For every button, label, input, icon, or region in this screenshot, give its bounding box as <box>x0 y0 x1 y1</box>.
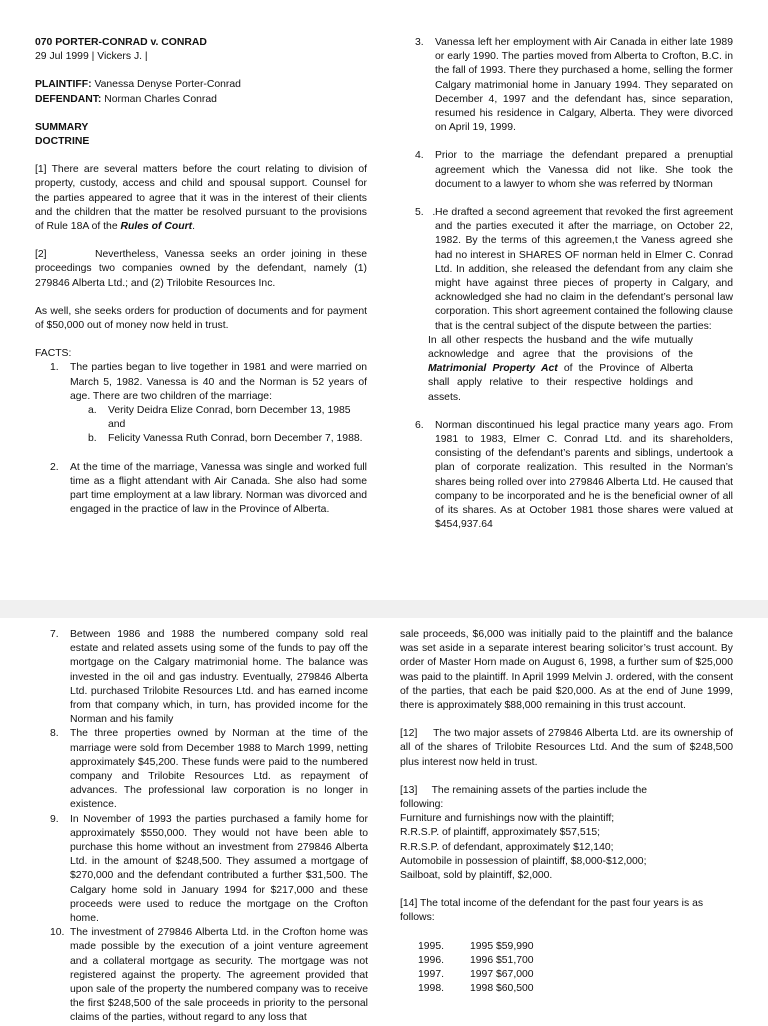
asset-item: R.R.S.P. of plaintiff, approximately $57,515; <box>400 827 601 839</box>
quoted-clause <box>415 334 733 405</box>
clause-text-end: of the Province of Alberta shall apply relative to their respective holdings and assets. <box>428 363 693 403</box>
income-row <box>400 940 733 954</box>
case-title: 070 PORTER-CONRAD v. CONRAD <box>35 37 207 48</box>
plaintiff-label: PLAINTIFF: <box>35 79 92 91</box>
fact-6 <box>415 419 733 533</box>
defendant-label: DEFENDANT: <box>35 93 102 105</box>
fact-7 <box>50 628 368 727</box>
income-year: 1996. <box>418 954 445 966</box>
fact-number: 9. <box>50 813 59 825</box>
fact-text: The parties began to live together in 1981 and were married on March 5, 1982. Vanessa is 40 and the Norman is 52 years of age. There are two children of the marriage: <box>70 362 367 402</box>
fact-number: 3. <box>415 37 424 48</box>
child-text: Felicity Vanessa Ruth Conrad, born December 7, 1988. <box>108 433 363 445</box>
fact-number: 1. <box>50 362 59 374</box>
facts-heading: FACTS: <box>35 348 72 360</box>
clause-text: In all other respects the husband and the wife mutually acknowledge and agree that the provisions of the <box>428 334 693 361</box>
para1-italic: Rules of Court <box>120 221 193 233</box>
fact-3 <box>415 36 733 135</box>
asset-item: Sailboat, sold by plaintiff, $2,000. <box>400 870 553 882</box>
doctrine-heading: DOCTRINE <box>35 136 90 148</box>
fact-5 <box>415 206 733 334</box>
fact-text: The investment of 279846 Alberta Ltd. in the Crofton home was made possible by the execution of a joint venture agreement and a collateral mortgage as security. The mortgage was not registered against the property. The agreement provided that upon sale of the property the numbered company was to receive the first $248,500 of the sale proceeds in priority to the personal claims of the parties, without regard to any loss that <box>70 927 368 1024</box>
fact-text: Prior to the marriage the defendant prepared a prenuptial agreement which the Vanessa did not like. She took the document to a lawyer to whom she was referred by tNorman <box>435 150 733 190</box>
fact-number: 2. <box>50 461 59 473</box>
income-row <box>400 982 733 996</box>
fact-text: He drafted a second agreement that revoked the first agreement and the parties executed it after the marriage, on October 22, 1982. By the terms of this agreemen,t the Vaness agreed she had no interest in SHARES OF norman held in Elmer C. Conrad Ltd. In addition, she released the defendant from any claim she might have against three pieces of property in Calgary, and acknowledged she had no claim in the defendant’s personal law corporation. This short agreement contained the following clause that is the central subject of the dispute between the parties: <box>435 207 733 332</box>
right-column-1 <box>415 36 733 533</box>
paragraph-12: [12] The two major assets of 279846 Alberta Ltd. are its ownership of all of the shares of Trilobite Resources Ltd. And the sum of $248,500 plus interest now held in trust. <box>400 728 736 768</box>
asset-item: Automobile in possession of plaintiff, $8,000-$12,000; <box>400 855 647 867</box>
defendant-line <box>35 93 367 107</box>
child-letter: b. <box>88 433 97 445</box>
paragraph-3: As well, she seeks orders for production of documents and for payment of $50,000 out of money now held in trust. <box>35 305 367 332</box>
fact-1 <box>35 361 367 404</box>
page-divider <box>0 600 768 618</box>
continued-paragraph: sale proceeds, $6,000 was initially paid to the plaintiff and the balance was set aside in a separate interest bearing solicitor’s trust account. By order of Master Horn made on August 6, 1998, a further sum of $25,000 was paid to the plaintiff. In April 1999 Melvin J. ordered, with the consent of the parties, that each be paid $20,000. As at the end of June 1999, there is approximately $88,000 remaining in this trust account. <box>400 629 733 712</box>
left-column-2 <box>50 628 368 1026</box>
paragraph-14: [14] The total income of the defendant for the past four years is as follows: <box>400 898 704 924</box>
income-row <box>400 954 733 968</box>
summary-heading: SUMMARY <box>35 121 89 133</box>
income-amount: 1996 $51,700 <box>470 954 534 966</box>
income-year: 1995. <box>418 940 445 952</box>
fact-text: In November of 1993 the parties purchased a family home for approximately $550,000. They would not have been able to purchase this home without an investment from 279846 Alberta Ltd. in the amount of $248,500. They assumed a mortgage of $270,000 and the defendant contributed a further $31,500. The Calgary home sold in January 1994 for $217,000 and these proceeds were used to reduce the mortgage on the Crofton home. <box>70 813 368 925</box>
defendant-name: Norman Charles Conrad <box>101 93 217 105</box>
right-column-2 <box>400 628 736 996</box>
income-amount: 1997 $67,000 <box>470 969 534 981</box>
child-text: Verity Deidra Elize Conrad, born December 13, 1985 and <box>108 405 351 431</box>
fact-text: Vanessa left her employment with Air Canada in either late 1989 or early 1990. The parties moved from Alberta to Crofton, B.C. in the fall of 1993. There they purchased a home, selling the former Calgary matrimonial home in January 1994. They separated on December 4, 1997 and the defendant has, since separation, resumed his residence in Calgary, Alberta. They were divorced on April 19, 1999. <box>435 37 733 134</box>
fact-number: 10. <box>50 927 65 939</box>
fact-text: At the time of the marriage, Vanessa was single and worked full time as a flight attendant with Air Canada. She also had some part time employment at a law library. Norman was divorced and engaged in the practice of law in the Province of Alberta. <box>70 461 367 516</box>
clause-act-name: Matrimonial Property Act <box>428 363 558 375</box>
fact-10 <box>50 926 368 1025</box>
fact-9 <box>50 813 368 927</box>
income-year: 1997. <box>418 969 445 981</box>
plaintiff-line <box>35 78 367 92</box>
fact-number: 4. <box>415 150 424 162</box>
paragraph-13: [13] The remaining assets of the parties include the following: <box>400 784 650 811</box>
child-a <box>35 404 367 432</box>
para1-end: . <box>192 221 195 233</box>
paragraph-2: [2] Nevertheless, Vanessa seeks an order joining in these proceedings two companies owned by the defendant, namely (1) 279846 Alberta Ltd.; and (2) Trilobite Resources Inc. <box>35 249 370 289</box>
fact-number: 5. . <box>415 207 436 219</box>
fact-text: The three properties owned by Norman at the time of the marriage were sold from December 1988 to March 1999, netting approximately $45,200. These funds were paid to the numbered company and Trilobite Resources Ltd. as repayment of advances. The professional law corporation is no longer in existence. <box>70 728 368 811</box>
income-amount: 1998 $60,500 <box>470 983 534 995</box>
fact-8 <box>50 727 368 812</box>
document-page-2 <box>0 618 768 1024</box>
income-amount: 1995 $59,990 <box>470 940 534 952</box>
asset-item: R.R.S.P. of defendant, approximately $12,140; <box>400 841 614 853</box>
fact-2 <box>35 461 367 518</box>
income-row <box>400 968 733 982</box>
fact-number: 7. <box>50 629 59 640</box>
fact-number: 6. <box>415 419 424 431</box>
child-letter: a. <box>88 405 97 417</box>
child-b <box>35 432 367 446</box>
income-year: 1998. <box>418 983 445 995</box>
fact-text: Between 1986 and 1988 the numbered company sold real estate and related assets using some of the funds to pay off the mortgage on the Calgary matrimonial home. The balance was invested in the oil and gas industry. Eventually, 279846 Alberta Ltd. purchased Trilobite Resources Ltd. and has earned income from that company which, in turn, has provided income for the Norman and his family <box>70 629 368 726</box>
fact-4 <box>415 149 733 192</box>
asset-item: Furniture and furnishings now with the plaintiff; <box>400 813 615 825</box>
date-line: 29 Jul 1999 | Vickers J. | <box>35 51 148 63</box>
fact-number: 8. <box>50 728 59 740</box>
left-column-1 <box>35 36 370 517</box>
plaintiff-name: Vanessa Denyse Porter-Conrad <box>91 79 241 91</box>
paragraph-1 <box>35 163 367 234</box>
para1-text: [1] There are several matters before the court relating to division of property, custody, access and child and spousal support. Counsel for the parties appeared to agree that it was in the interest of their clients and the children that the matter be resolved pursuant to the provisions of Rule 18A of the <box>35 164 367 233</box>
fact-text: Norman discontinued his legal practice many years ago. From 1981 to 1983, Elmer C. Conrad Ltd. and its shareholders, consisting of the defendant’s parents and siblings, undertook a plan of corporate realization. This resulted in the Norman’s shares being rolled over into 279846 Alberta Ltd. He caused that company to be incorporated and he is the beneficial owner of all of its shares. As at October 1981 those shares were valued at $454,937.64 <box>435 419 733 531</box>
